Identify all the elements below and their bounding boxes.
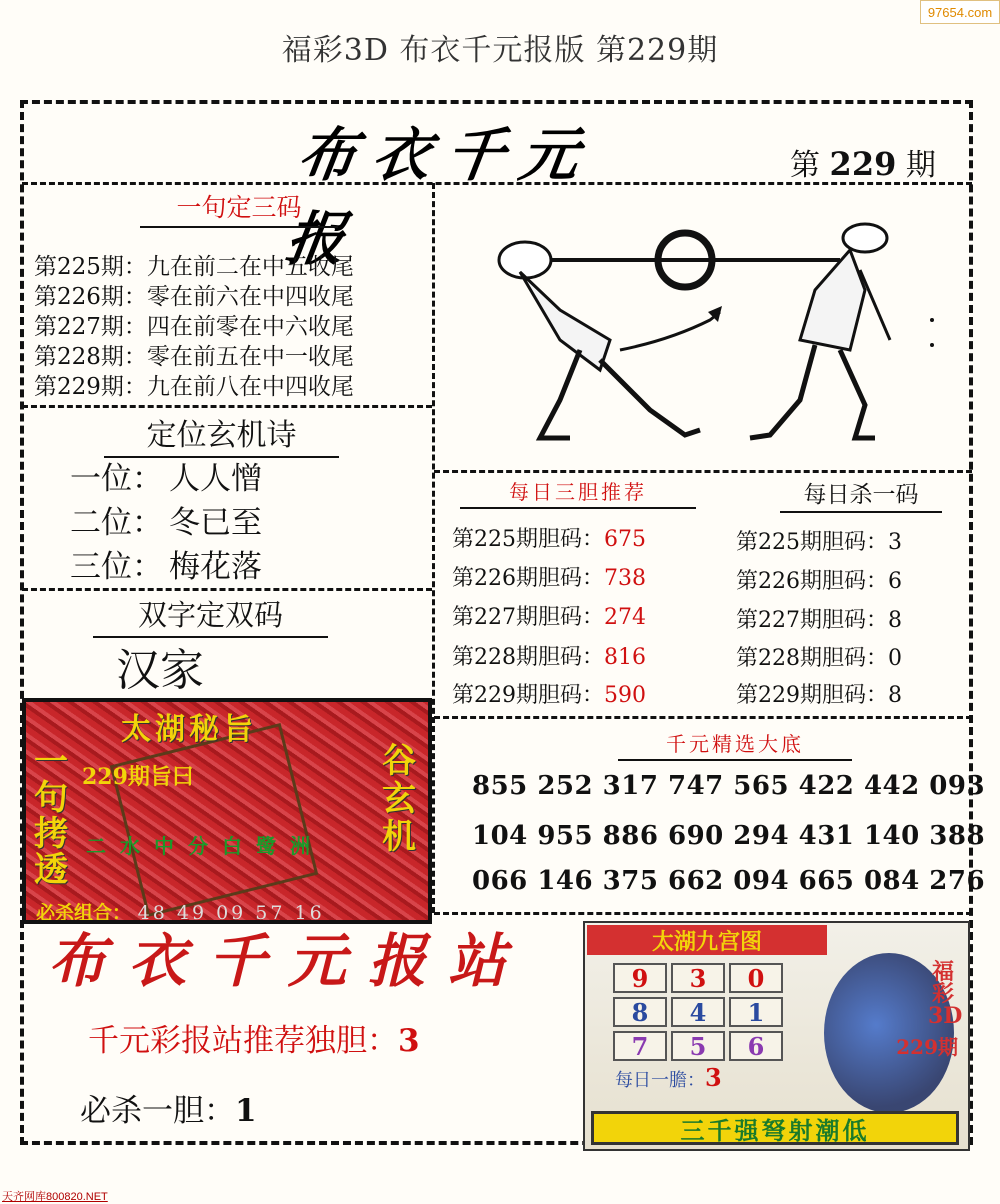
poem-value: 人人憎 xyxy=(169,461,262,497)
grid-cell: 0 xyxy=(729,963,783,993)
row-value: 274 xyxy=(604,605,646,630)
row-label: 第225期胆码： xyxy=(452,527,604,552)
grid-side-text: 福彩3D xyxy=(928,959,963,1029)
grid-title: 太湖九宫图 xyxy=(587,925,827,955)
row-label: 第228期胆码： xyxy=(736,646,888,671)
daily-kill-row xyxy=(736,564,902,595)
divider xyxy=(22,588,432,591)
daily-three-row xyxy=(452,640,646,671)
row-value: 816 xyxy=(604,645,646,670)
base-number-row: 104 955 886 690 294 431 140 388 xyxy=(472,821,986,851)
kill-one-label: 必杀一胆： xyxy=(80,1093,235,1129)
poem-label: 三位： xyxy=(70,549,163,585)
brush-title: 布衣千元报 xyxy=(281,121,600,273)
divider xyxy=(22,405,432,408)
recommend-value: 3 xyxy=(398,1023,420,1059)
poem-label: 一位： xyxy=(70,461,163,497)
daily-three-row xyxy=(452,678,646,709)
row-value: 6 xyxy=(888,569,902,594)
taihu-kill-combo xyxy=(36,898,325,924)
row-value: 8 xyxy=(888,608,902,633)
daily-three-heading-text: 每日三胆推荐 xyxy=(509,480,647,504)
grid-cell: 3 xyxy=(671,963,725,993)
grid-cell: 1 xyxy=(729,997,783,1027)
grid-issue: 229期 xyxy=(896,1035,958,1059)
issue-suffix: 期 xyxy=(905,148,936,183)
double-word-heading-text: 双字定双码 xyxy=(137,598,283,632)
daily-kill-row xyxy=(736,641,902,672)
heading-underline xyxy=(460,507,696,509)
divider xyxy=(432,183,435,913)
base-heading xyxy=(618,728,852,757)
one-sentence-line: 第227期：四在前零在中六收尾 xyxy=(34,314,354,340)
row-label: 第227期胆码： xyxy=(736,608,888,633)
kill-label: 必杀组合： xyxy=(36,902,132,924)
poem-heading xyxy=(104,410,339,454)
tug-of-war-cartoon xyxy=(470,200,960,450)
row-label: 第229期胆码： xyxy=(452,683,604,708)
calligraphy-banner xyxy=(40,925,570,995)
poem-value: 梅花落 xyxy=(169,549,262,585)
row-label: 第229期胆码： xyxy=(736,683,888,708)
daily-three-row xyxy=(452,561,646,592)
row-value: 675 xyxy=(604,527,646,552)
grid-cell: 9 xyxy=(613,963,667,993)
page-title: 福彩3D 布衣千元报版 第229期 xyxy=(281,33,719,68)
daily-kill-row xyxy=(736,678,902,709)
poem-label: 二位： xyxy=(70,505,163,541)
recommend-line xyxy=(88,1015,420,1060)
base-number-row: 066 146 375 662 094 665 084 276 xyxy=(472,866,986,896)
taihu-verse: 二水中分白鹭洲 xyxy=(86,834,324,858)
grid-daily xyxy=(615,1063,722,1092)
issue-label xyxy=(790,140,936,184)
row-label: 第226期胆码： xyxy=(452,566,604,591)
daily-kill-heading xyxy=(780,476,942,509)
grid-cell: 6 xyxy=(729,1031,783,1061)
heading-underline xyxy=(618,759,852,761)
row-label: 第225期胆码： xyxy=(736,530,888,555)
kill-one-value: 1 xyxy=(235,1093,257,1129)
heading-underline xyxy=(780,511,942,513)
one-sentence-heading-text: 一句定三码 xyxy=(176,193,302,222)
double-word-heading xyxy=(93,593,328,634)
daily-three-row xyxy=(452,600,646,631)
row-label: 第227期胆码： xyxy=(452,605,604,630)
daily-three-heading xyxy=(460,476,696,505)
recommend-label: 千元彩报站推荐独胆： xyxy=(88,1023,398,1059)
daily-three-row xyxy=(452,522,646,553)
issue-number: 229 xyxy=(829,145,897,183)
taihu-left-text: 一句拷透 xyxy=(34,742,68,890)
one-sentence-line: 第225期：九在前二在中五收尾 xyxy=(34,254,354,280)
one-sentence-line: 第226期：零在前六在中四收尾 xyxy=(34,284,354,310)
grid-cell: 5 xyxy=(671,1031,725,1061)
base-number-row: 855 252 317 747 565 422 442 093 xyxy=(472,771,986,801)
base-heading-text: 千元精选大底 xyxy=(666,732,804,756)
poem-line-2 xyxy=(70,497,262,542)
poem-line-1 xyxy=(70,453,262,498)
taihu-nine-grid-image xyxy=(583,921,970,1151)
row-label: 第226期胆码： xyxy=(736,569,888,594)
taihu-right-text: 谷玄机 xyxy=(382,741,416,857)
divider xyxy=(434,716,972,719)
double-word-value: 汉家 xyxy=(116,645,204,696)
row-value: 0 xyxy=(888,646,902,671)
row-value: 3 xyxy=(888,530,902,555)
one-sentence-line: 第228期：零在前五在中一收尾 xyxy=(34,344,354,370)
heading-underline xyxy=(140,226,338,228)
nine-grid xyxy=(613,963,783,1061)
daily-kill-row xyxy=(736,525,902,556)
footer-link[interactable]: 天齐网库800820.NET xyxy=(2,1191,108,1203)
one-sentence-line: 第229期：九在前八在中四收尾 xyxy=(34,374,354,400)
daily-kill-heading-text: 每日杀一码 xyxy=(803,482,919,508)
poem-line-3 xyxy=(70,541,262,586)
kill-numbers: 48 49 09 57 16 xyxy=(137,902,325,924)
poem-heading-text: 定位玄机诗 xyxy=(146,418,297,453)
divider xyxy=(434,912,972,915)
row-value: 8 xyxy=(888,683,902,708)
taihu-issue: 229期旨曰 xyxy=(82,764,194,790)
row-label: 第228期胆码： xyxy=(452,645,604,670)
daily-label: 每日一膽： xyxy=(615,1070,705,1091)
one-sentence-heading xyxy=(140,188,338,224)
poem-value: 冬已至 xyxy=(169,505,262,541)
grid-cell: 4 xyxy=(671,997,725,1027)
taihu-secret-image xyxy=(22,698,432,924)
grid-slogan: 三千强弩射潮低 xyxy=(591,1111,959,1145)
calligraphy-text: 布衣千元报站 xyxy=(48,927,529,995)
daily-kill-row xyxy=(736,603,902,634)
site-watermark: 97654.com xyxy=(920,0,1000,24)
row-value: 738 xyxy=(604,566,646,591)
kill-one-line xyxy=(80,1085,257,1130)
decor-box xyxy=(110,723,319,917)
grid-cell: 8 xyxy=(613,997,667,1027)
taihu-title: 太湖秘旨 xyxy=(121,712,257,747)
divider xyxy=(434,470,972,473)
grid-cell: 7 xyxy=(613,1031,667,1061)
issue-prefix: 第 xyxy=(790,148,820,183)
row-value: 590 xyxy=(604,683,646,708)
daily-value: 3 xyxy=(705,1063,722,1092)
